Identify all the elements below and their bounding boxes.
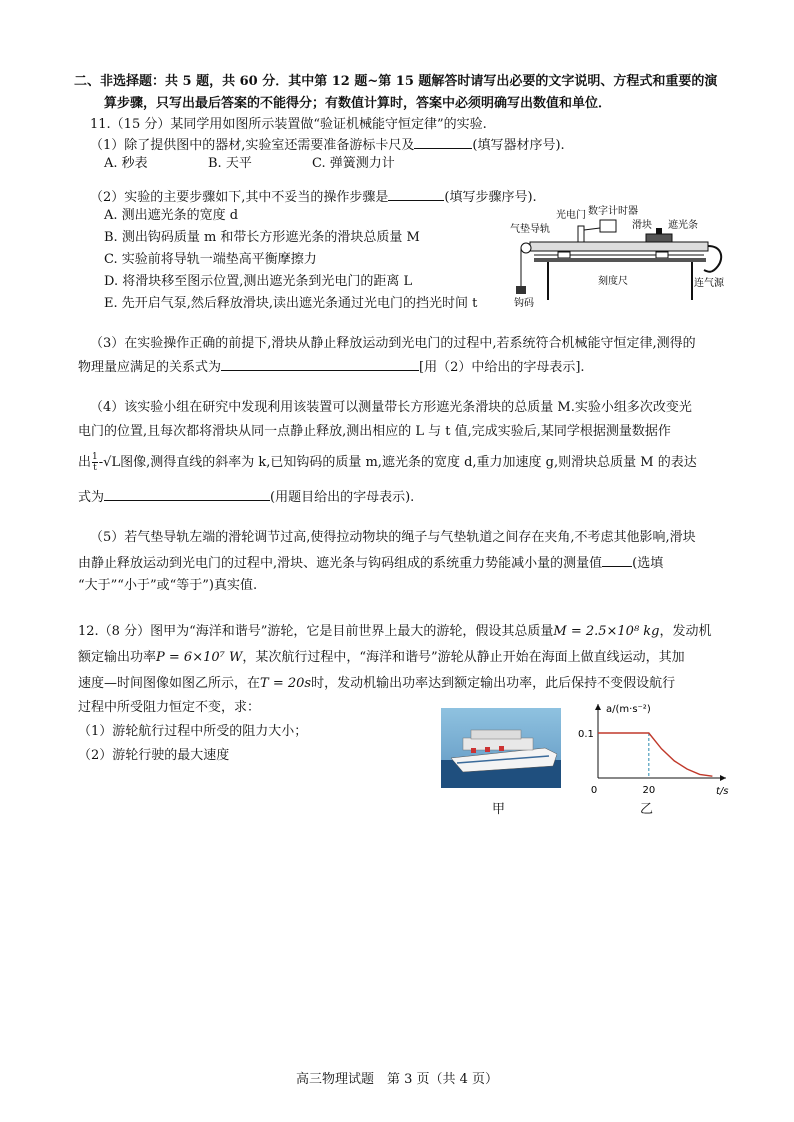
ship-lifeboat — [471, 748, 476, 753]
figure-jia-label: 甲 — [492, 802, 506, 817]
option-a: A. 秒表 — [104, 156, 148, 171]
label-strip: 遮光条 — [668, 220, 698, 231]
acceleration-time-chart — [574, 698, 734, 800]
q11-part4-dash: - — [98, 455, 104, 470]
acceleration-curve — [598, 733, 712, 776]
table-top — [534, 258, 706, 262]
q11-part2-hint: (填写步骤序号). — [444, 190, 537, 205]
q11-part4-post: 图像,测得直线的斜率为 k,已知钩码的质量 m,遮光条的宽度 d,重力加速度 g,则滑块总质量 M 的表达 — [120, 455, 697, 470]
formula-time: T = 20s — [260, 676, 312, 691]
step-d: D. 将滑块移至图示位置,测出遮光条到光电门的距离 L — [104, 274, 413, 289]
q11-part1-text: （1）除了提供图中的器材,实验室还需要准备游标卡尺及 — [90, 138, 415, 153]
x-tick-0: 0 — [590, 785, 598, 796]
label-gate: 光电门 — [556, 210, 586, 221]
y-axis-label: a/(m·s⁻²) — [606, 704, 651, 715]
q11-part5-hint: (选填 — [632, 556, 664, 571]
light-strip — [656, 228, 662, 234]
section-header-line1: 二、非选择题：共 5 题，共 60 分．其中第 12 题~第 15 题解答时请写出必要的文字说明、方程式和重要的演 — [74, 74, 718, 89]
q11-part3-hint: [用（2）中给出的字母表示]. — [419, 360, 585, 375]
q11-part3-line2 — [78, 356, 585, 378]
page-footer: 高三物理试题 第 3 页（共 4 页） — [295, 1072, 499, 1087]
label-timer: 数字计时器 — [588, 206, 638, 217]
x-axis-arrow — [720, 775, 726, 781]
sqrt-l: √L — [103, 455, 121, 470]
q11-part4-pre: 出 — [78, 455, 92, 470]
q12-line1-tail: ，发动机 — [659, 624, 712, 639]
slider-block — [646, 234, 672, 242]
q12-line2 — [78, 648, 685, 668]
ship-deck-top — [471, 730, 521, 739]
answer-blank[interactable] — [221, 356, 419, 371]
q12-line4: 过程中所受阻力恒定不变，求： — [78, 700, 261, 715]
label-air: 连气源 — [694, 278, 724, 289]
option-c: C. 弹簧测力计 — [312, 156, 395, 171]
q11-part4-line3 — [78, 452, 697, 473]
fraction-den: t — [93, 463, 97, 473]
q11-part4-hint: (用题目给出的字母表示). — [270, 490, 415, 505]
q11-part5-line2 — [78, 552, 663, 574]
apparatus-figure — [508, 200, 740, 310]
q11-part5-text: 由静止释放运动到光电门的过程中,滑块、遮光条与钩码组成的系统重力势能减小量的测量值 — [78, 556, 603, 571]
q11-part1-hint: (填写器材序号). — [472, 138, 565, 153]
q12-sub1: （1）游轮航行过程中所受的阻力大小； — [78, 724, 308, 739]
answer-blank[interactable] — [602, 552, 632, 567]
q11-part2 — [90, 186, 537, 208]
label-ruler: 刻度尺 — [598, 276, 628, 287]
pulley — [521, 243, 531, 253]
timer-box — [600, 220, 616, 232]
q12-line3 — [78, 674, 675, 694]
q12-sub2: （2）游轮行驶的最大速度 — [78, 748, 230, 763]
photogate — [578, 226, 584, 242]
x-tick-20: 20 — [642, 785, 656, 796]
step-b: B. 测出钩码质量 m 和带长方形遮光条的滑块总质量 M — [104, 230, 420, 245]
q11-part4-line1: （4）该实验小组在研究中发现利用该装置可以测量带长方形遮光条滑块的总质量 M.实验小组多次改变光 — [90, 400, 692, 415]
q11-part2-text: （2）实验的主要步骤如下,其中不妥当的操作步骤是 — [90, 190, 389, 205]
answer-blank[interactable] — [104, 486, 270, 501]
q11-part5-line3: “大于”“小于”或“等于”)真实值. — [78, 578, 258, 593]
ship-lifeboat — [499, 746, 504, 751]
q11-part5-line1: （5）若气垫导轨左端的滑轮调节过高,使得拉动物块的绳子与气垫轨道之间存在夹角,不考虑其他影响,滑块 — [90, 530, 696, 545]
q11-part4-line4 — [78, 486, 414, 508]
q11-part3-line1: （3）在实验操作正确的前提下,滑块从静止释放运动到光电门的过程中,若系统符合机械能守恒定律,测得的 — [90, 336, 696, 351]
label-hook: 钩码 — [514, 298, 534, 309]
q12-line1-text: 12.（8 分）图甲为“海洋和谐号”游轮，它是目前世界上最大的游轮，假设其总质量 — [78, 624, 554, 639]
rail-foot-left — [558, 252, 570, 258]
section-header-line2: 算步骤，只写出最后答案的不能得分；有数值计算时，答案中必须明确写出数值和单位． — [104, 96, 612, 111]
formula-mass: M = 2.5×10⁸ kg — [553, 624, 660, 639]
q11-part1 — [90, 134, 565, 156]
option-b: B. 天平 — [208, 156, 252, 171]
q11-part4-text: 式为 — [78, 490, 105, 505]
step-c: C. 实验前将导轨一端垫高平衡摩擦力 — [104, 252, 317, 267]
q12-line2-tail: ，某次航行过程中，“海洋和谐号”游轮从静止开始在海面上做直线运动，其加 — [242, 650, 685, 665]
x-axis-label: t/s — [716, 786, 729, 797]
hook-weight — [516, 286, 526, 294]
label-slider: 滑块 — [632, 220, 652, 231]
rail-foot-right — [656, 252, 668, 258]
q11-part3-text: 物理量应满足的关系式为 — [78, 360, 222, 375]
q12-line1 — [78, 622, 712, 642]
air-rail — [530, 242, 708, 251]
answer-blank[interactable] — [388, 186, 444, 201]
step-a: A. 测出遮光条的宽度 d — [104, 208, 239, 223]
ship-photo — [441, 708, 561, 788]
q11-part1-options — [104, 154, 395, 174]
label-rail: 气垫导轨 — [510, 224, 550, 235]
y-axis-arrow — [595, 704, 601, 710]
answer-blank[interactable] — [414, 134, 472, 149]
q11-stem: 11.（15 分）某同学用如图所示装置做“验证机械能守恒定律”的实验. — [90, 117, 487, 132]
fraction-1-over-t — [92, 452, 98, 473]
q12-line3-text: 速度—时间图像如图乙所示，在 — [78, 676, 261, 691]
y-tick-0-1: 0.1 — [578, 729, 594, 740]
timer-wire — [584, 228, 600, 230]
ship-lifeboat — [485, 747, 490, 752]
step-e: E. 先开启气泵,然后释放滑块,读出遮光条通过光电门的挡光时间 t — [104, 296, 478, 311]
formula-power: P = 6×10⁷ W — [156, 650, 243, 665]
q12-line2-text: 额定输出功率 — [78, 650, 157, 665]
q11-part4-line2: 电门的位置,且每次都将滑块从同一点静止释放,测出相应的 L 与 t 值,完成实验后,某同学根据测量数据作 — [78, 424, 671, 439]
figure-yi-label: 乙 — [640, 802, 654, 817]
fraction-num: 1 — [92, 452, 98, 462]
q12-line3-tail: 时，发动机输出功率达到额定输出功率，此后保持不变假设航行 — [311, 676, 676, 691]
